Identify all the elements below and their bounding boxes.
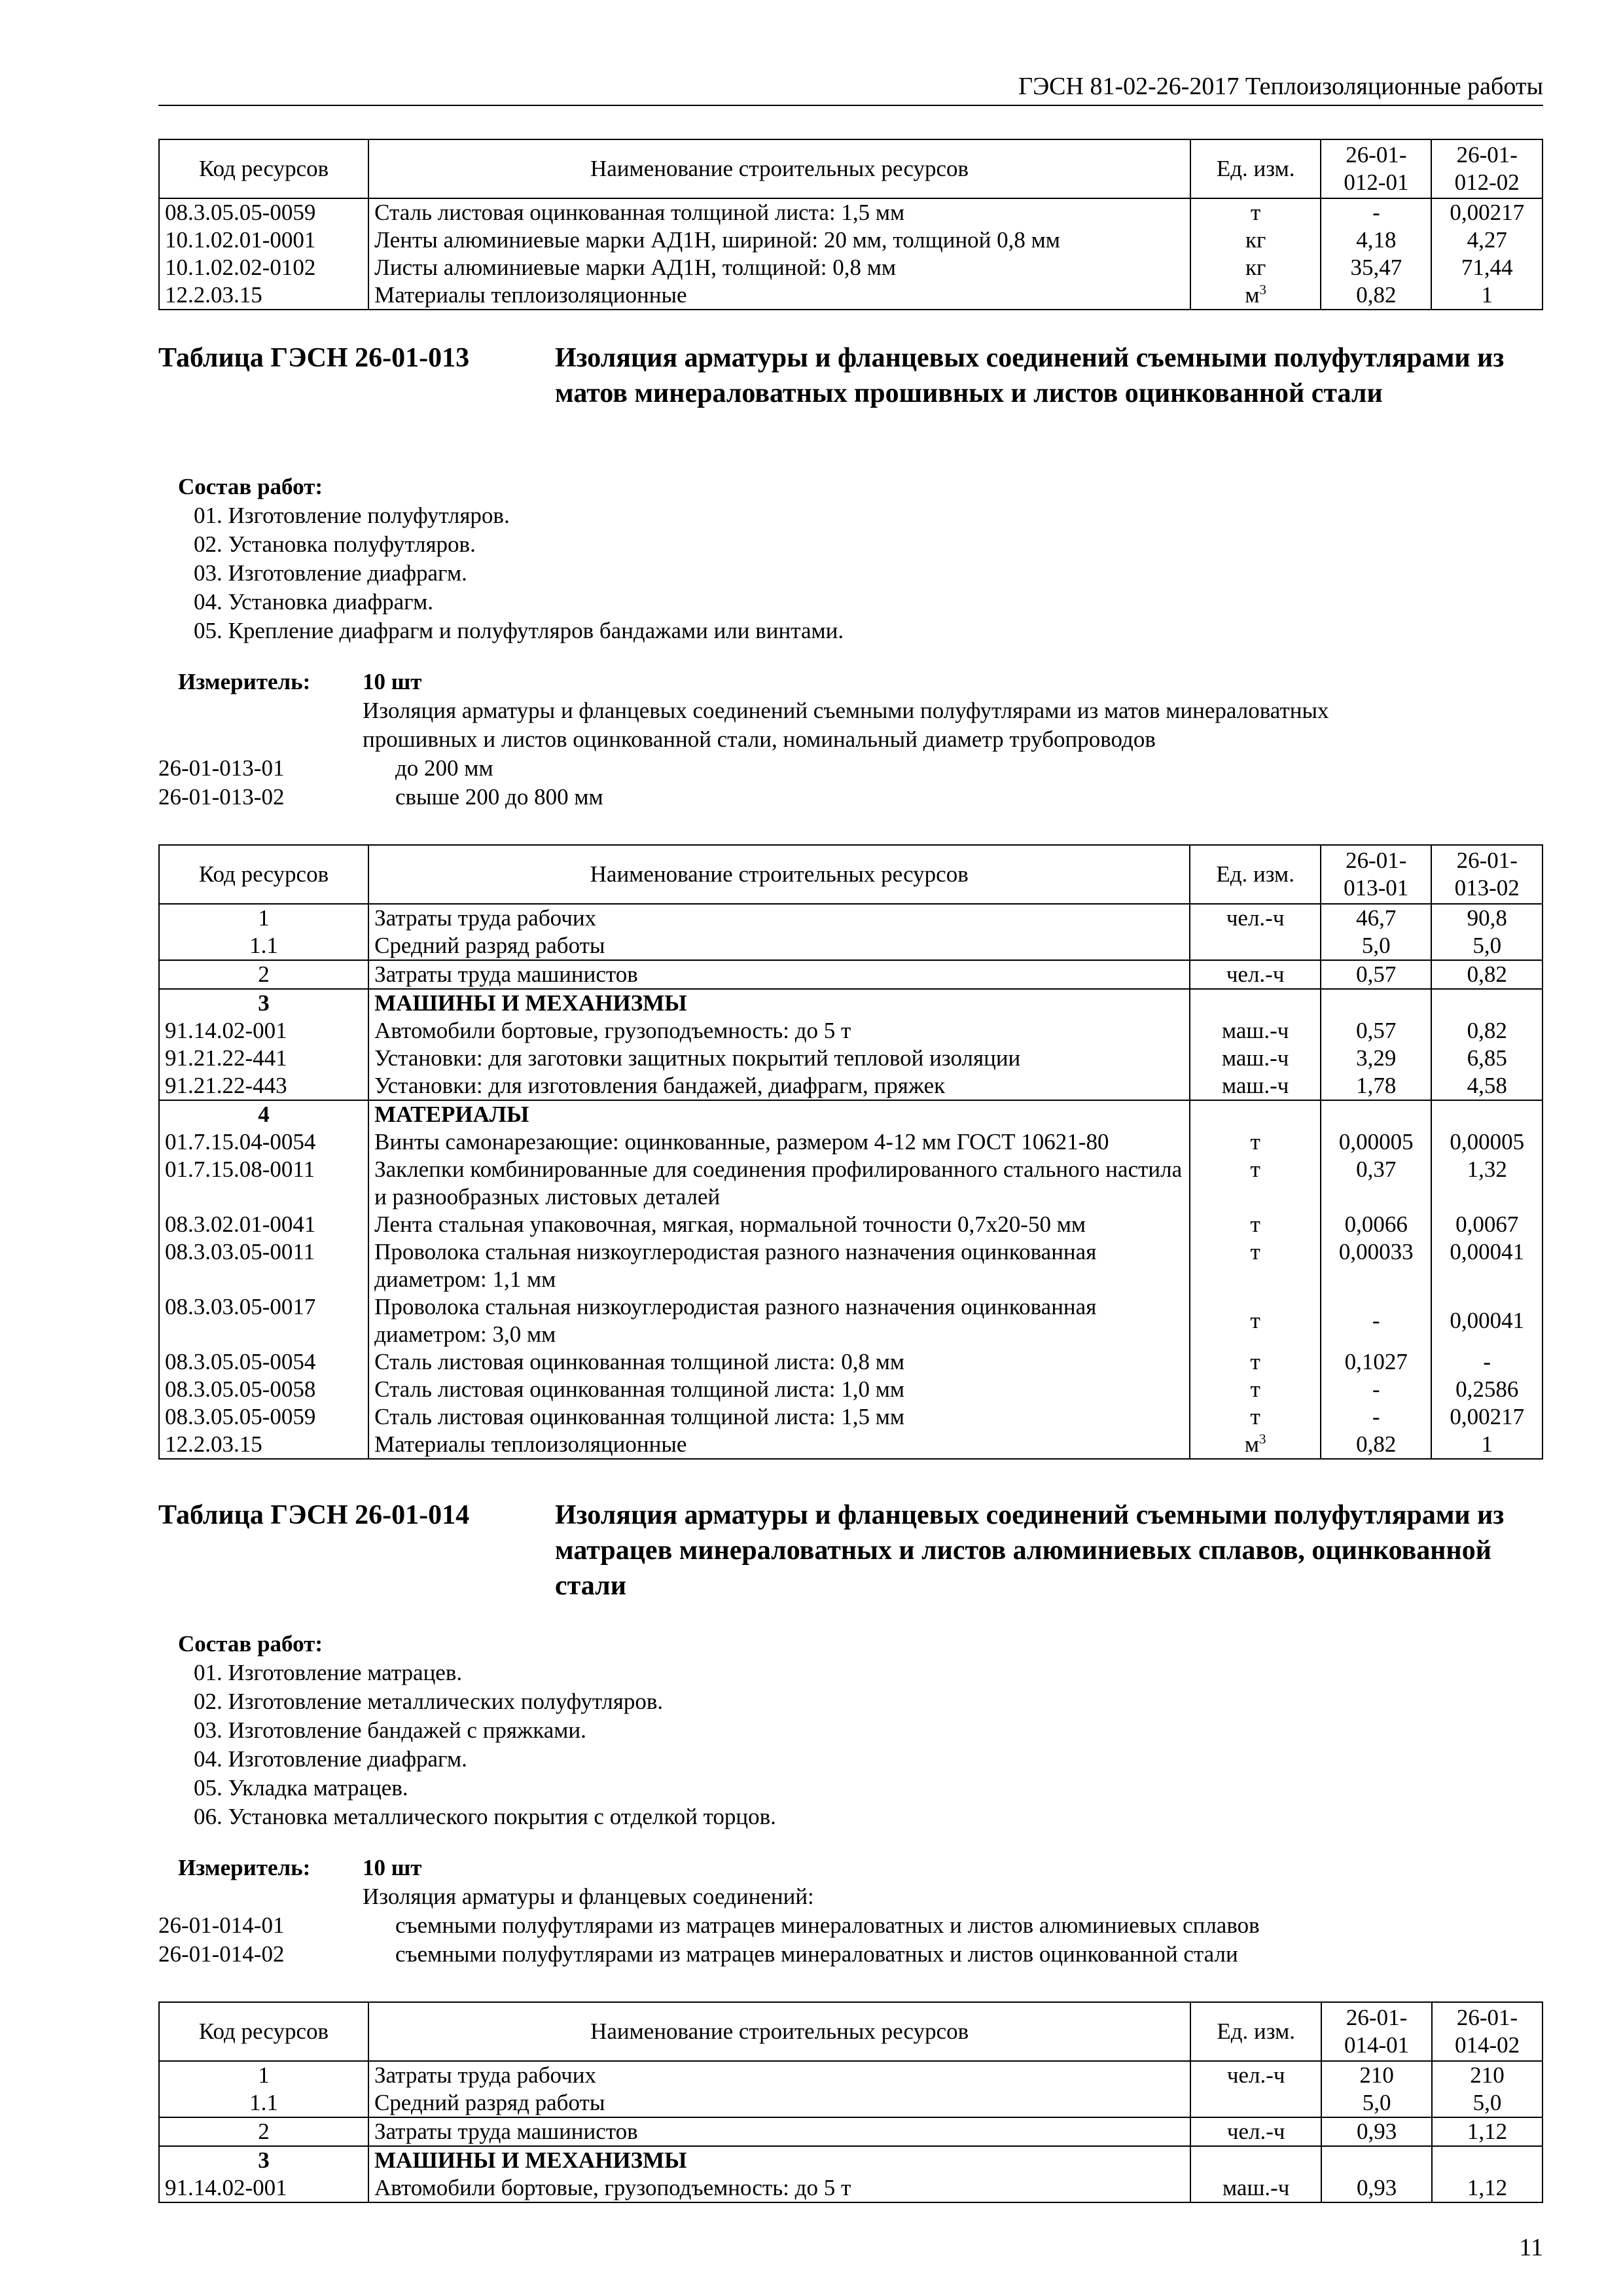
table-row (159, 1156, 1543, 1211)
cell-unit (1190, 2146, 1321, 2174)
cell-value-1: - (1321, 1293, 1431, 1348)
col-header-name: Наименование строительных ресурсов (368, 139, 1190, 198)
running-header: ГЭСН 81-02-26-2017 Теплоизоляционные работы (158, 72, 1543, 106)
cell-value-2: 1,32 (1431, 1156, 1543, 1211)
norm-description: до 200 мм (395, 755, 493, 781)
cell-unit (1190, 932, 1321, 960)
cell-value-1: 35,47 (1321, 254, 1431, 281)
col-header-unit: Ед. изм. (1190, 845, 1321, 904)
cell-code: 10.1.02.02-0102 (159, 254, 368, 281)
table-header-row (159, 2002, 1543, 2061)
cell-value-1: 210 (1321, 2061, 1432, 2089)
table-row (159, 1376, 1543, 1403)
table-row (159, 254, 1543, 281)
work-item: 04. Установка диафрагм. (194, 589, 433, 615)
cell-value-2: 0,82 (1431, 960, 1543, 989)
measure-block-014 (158, 1854, 1543, 1969)
cell-value-2: 210 (1432, 2061, 1543, 2089)
measure-unit: 10 шт (363, 1855, 422, 1880)
cell-value-1: - (1321, 1376, 1431, 1403)
cell-name: Затраты труда рабочих (368, 904, 1190, 932)
table-row (159, 932, 1543, 960)
table-row (159, 198, 1543, 226)
unit-superscript: 3 (1259, 281, 1266, 298)
col-header-code: Код ресурсов (159, 139, 368, 198)
col-header-norm-2: 26-01-014-02 (1432, 2002, 1543, 2061)
col-header-norm-2: 26-01-012-02 (1431, 139, 1543, 198)
cell-name: Материалы теплоизоляционные (368, 1431, 1190, 1459)
cell-code: 08.3.03.05-0011 (159, 1238, 368, 1293)
cell-value-1: 0,93 (1321, 2174, 1432, 2202)
norm-description: съемными полуфутлярами из матрацев минераловатных и листов оцинкованной стали (395, 1941, 1238, 1967)
cell-name: МАШИНЫ И МЕХАНИЗМЫ (368, 2146, 1190, 2174)
cell-value-2: 6,85 (1431, 1045, 1543, 1072)
table-row (159, 226, 1543, 254)
cell-value-1: 0,0066 (1321, 1211, 1431, 1238)
cell-value-2: 0,00217 (1431, 1403, 1543, 1431)
cell-unit: чел.-ч (1190, 2117, 1321, 2146)
table-row (159, 1072, 1543, 1100)
table-row (159, 1238, 1543, 1293)
cell-value-1: 4,18 (1321, 226, 1431, 254)
unit-superscript: 3 (1258, 1431, 1266, 1447)
cell-name: Проволока стальная низкоуглеродистая разного назначения оцинкованная диаметром: 3,0 мм (368, 1293, 1190, 1348)
cell-name: Лента стальная упаковочная, мягкая, нормальной точности 0,7х20-50 мм (368, 1211, 1190, 1238)
cell-value-1: 0,57 (1321, 960, 1431, 989)
table-row (159, 2089, 1543, 2117)
cell-value-2: 4,27 (1431, 226, 1543, 254)
cell-value-1: - (1321, 198, 1431, 226)
norm-code: 26-01-014-02 (158, 1941, 285, 1967)
cell-name: Листы алюминиевые марки АД1Н, толщиной: 0,8 мм (368, 254, 1190, 281)
cell-value-1: 0,57 (1321, 1017, 1431, 1045)
cell-code: 01.7.15.08-0011 (159, 1156, 368, 1211)
table-row (159, 1045, 1543, 1072)
cell-code: 1 (159, 904, 368, 932)
work-item: 02. Установка полуфутляров. (194, 531, 476, 557)
cell-unit: чел.-ч (1190, 960, 1321, 989)
cell-value-2: 0,82 (1431, 1017, 1543, 1045)
col-header-code: Код ресурсов (159, 845, 368, 904)
measure-unit: 10 шт (363, 669, 422, 694)
cell-value-1: 46,7 (1321, 904, 1431, 932)
cell-value-2: 1 (1431, 1431, 1543, 1459)
col-header-norm-1: 26-01-013-01 (1321, 845, 1431, 904)
table-row (159, 1348, 1543, 1376)
cell-value-2: 0,00041 (1431, 1293, 1543, 1348)
cell-code: 2 (159, 960, 368, 989)
cell-code: 08.3.03.05-0017 (159, 1293, 368, 1348)
table-row (159, 1293, 1543, 1348)
cell-name: Автомобили бортовые, грузоподъемность: до 5 т (368, 1017, 1190, 1045)
cell-code: 91.21.22-443 (159, 1072, 368, 1100)
cell-name: Материалы теплоизоляционные (368, 281, 1190, 310)
col-header-norm-2: 26-01-013-02 (1431, 845, 1543, 904)
work-item: 06. Установка металлического покрытия с отделкой торцов. (194, 1804, 776, 1829)
cell-unit: т (1190, 1211, 1321, 1238)
cell-name: Установки: для изготовления бандажей, диафрагм, пряжек (368, 1072, 1190, 1100)
cell-unit (1190, 1100, 1321, 1128)
cell-code: 08.3.02.01-0041 (159, 1211, 368, 1238)
cell-value-2 (1431, 1100, 1543, 1128)
norm-description: свыше 200 до 800 мм (395, 784, 603, 810)
cell-name: Проволока стальная низкоуглеродистая разного назначения оцинкованная диаметром: 1,1 мм (368, 1238, 1190, 1293)
table-label-013: Таблица ГЭСН 26-01-013 (158, 343, 470, 373)
work-label: Состав работ: (178, 1631, 323, 1657)
cell-value-1: 3,29 (1321, 1045, 1431, 1072)
cell-code: 1 (159, 2061, 368, 2089)
cell-value-1: 0,93 (1321, 2117, 1432, 2146)
norm-code: 26-01-014-01 (158, 1912, 285, 1938)
table-row (159, 1017, 1543, 1045)
cell-unit: т (1190, 1156, 1321, 1211)
table-label-014: Таблица ГЭСН 26-01-014 (158, 1500, 470, 1530)
cell-value-1: 5,0 (1321, 2089, 1432, 2117)
cell-code: 08.3.05.05-0059 (159, 1403, 368, 1431)
work-item: 05. Крепление диафрагм и полуфутляров бандажами или винтами. (194, 618, 844, 643)
cell-value-1: 0,82 (1321, 281, 1431, 310)
work-label: Состав работ: (178, 474, 323, 499)
norm-code: 26-01-013-01 (158, 755, 285, 781)
work-item: 03. Изготовление диафрагм. (194, 560, 467, 586)
table-title-013: Изоляция арматуры и фланцевых соединений съемными полуфутлярами из матов минераловатных прошивных и листов оцинкованной стали (555, 343, 1505, 408)
section-row (159, 1100, 1543, 1128)
cell-code: 08.3.05.05-0059 (159, 198, 368, 226)
cell-unit: кг (1190, 254, 1321, 281)
resource-table-012 (158, 139, 1543, 310)
cell-value-2: 1,12 (1432, 2174, 1543, 2202)
work-item: 03. Изготовление бандажей с пряжками. (194, 1717, 586, 1743)
col-header-name: Наименование строительных ресурсов (368, 845, 1190, 904)
cell-name: Винты самонарезающие: оцинкованные, размером 4-12 мм ГОСТ 10621-80 (368, 1128, 1190, 1156)
cell-name: Автомобили бортовые, грузоподъемность: до 5 т (368, 2174, 1190, 2202)
cell-value-1: 1,78 (1321, 1072, 1431, 1100)
cell-code: 3 (159, 989, 368, 1017)
table-row (159, 904, 1543, 932)
table-row (159, 1211, 1543, 1238)
table-title-014: Изоляция арматуры и фланцевых соединений съемными полуфутлярами из матрацев минераловатных и листов алюминиевых сплавов, оцинкованной стали (555, 1500, 1505, 1601)
cell-code: 91.14.02-001 (159, 1017, 368, 1045)
cell-value-2: 90,8 (1431, 904, 1543, 932)
unit-text: м (1245, 282, 1260, 308)
section-row (159, 989, 1543, 1017)
cell-value-2: 0,00217 (1431, 198, 1543, 226)
cell-unit (1190, 2089, 1321, 2117)
resource-table-013 (158, 844, 1543, 1460)
cell-name: Сталь листовая оцинкованная толщиной листа: 1,0 мм (368, 1376, 1190, 1403)
cell-code: 1.1 (159, 932, 368, 960)
table-row (159, 2174, 1543, 2202)
cell-code: 91.14.02-001 (159, 2174, 368, 2202)
work-composition-013 (178, 473, 844, 645)
cell-code: 3 (159, 2146, 368, 2174)
measure-description: прошивных и листов оцинкованной стали, номинальный диаметр трубопроводов (363, 726, 1156, 752)
cell-unit (1190, 281, 1321, 310)
table-row (159, 2061, 1543, 2089)
work-item: 04. Изготовление диафрагм. (194, 1746, 467, 1772)
col-header-code: Код ресурсов (159, 2002, 368, 2061)
cell-value-2 (1431, 989, 1543, 1017)
cell-name: Средний разряд работы (368, 2089, 1190, 2117)
cell-code: 4 (159, 1100, 368, 1128)
cell-value-1 (1321, 1100, 1431, 1128)
cell-value-1 (1321, 989, 1431, 1017)
cell-unit: чел.-ч (1190, 904, 1321, 932)
cell-code: 08.3.05.05-0054 (159, 1348, 368, 1376)
cell-unit: т (1190, 1403, 1321, 1431)
cell-code: 2 (159, 2117, 368, 2146)
cell-unit: маш.-ч (1190, 1045, 1321, 1072)
work-item: 05. Укладка матрацев. (194, 1775, 408, 1801)
cell-name: МАТЕРИАЛЫ (368, 1100, 1190, 1128)
work-item: 01. Изготовление матрацев. (194, 1660, 463, 1685)
cell-value-2: 0,0067 (1431, 1211, 1543, 1238)
cell-code: 10.1.02.01-0001 (159, 226, 368, 254)
cell-value-2: 4,58 (1431, 1072, 1543, 1100)
cell-value-1: 0,1027 (1321, 1348, 1431, 1376)
section-row (159, 2146, 1543, 2174)
table-row (159, 1128, 1543, 1156)
cell-name: Затраты труда машинистов (368, 2117, 1190, 2146)
table-row (159, 1431, 1543, 1459)
cell-code: 1.1 (159, 2089, 368, 2117)
cell-name: Ленты алюминиевые марки АД1Н, шириной: 20 мм, толщиной 0,8 мм (368, 226, 1190, 254)
unit-text: м (1244, 1431, 1259, 1457)
col-header-norm-1: 26-01-014-01 (1321, 2002, 1432, 2061)
cell-value-2: 1 (1431, 281, 1543, 310)
work-item: 01. Изготовление полуфутляров. (194, 503, 510, 528)
cell-value-2: 0,00005 (1431, 1128, 1543, 1156)
cell-code: 91.21.22-441 (159, 1045, 368, 1072)
cell-value-1: 0,00033 (1321, 1238, 1431, 1293)
cell-code: 12.2.03.15 (159, 1431, 368, 1459)
measure-label: Измеритель: (178, 669, 311, 694)
cell-code: 08.3.05.05-0058 (159, 1376, 368, 1403)
cell-name: Сталь листовая оцинкованная толщиной листа: 1,5 мм (368, 1403, 1190, 1431)
work-item: 02. Изготовление металлических полуфутляров. (194, 1689, 664, 1714)
cell-value-1: 0,82 (1321, 1431, 1431, 1459)
cell-value-2: 0,00041 (1431, 1238, 1543, 1293)
col-header-unit: Ед. изм. (1190, 2002, 1321, 2061)
cell-value-2: - (1431, 1348, 1543, 1376)
table-row (159, 960, 1543, 989)
cell-unit (1190, 1431, 1321, 1459)
table-row (159, 281, 1543, 310)
cell-value-2: 5,0 (1431, 932, 1543, 960)
table-header-row (159, 139, 1543, 198)
work-composition-014 (178, 1630, 776, 1831)
cell-value-2: 71,44 (1431, 254, 1543, 281)
cell-value-2: 0,2586 (1431, 1376, 1543, 1403)
cell-name: Сталь листовая оцинкованная толщиной листа: 0,8 мм (368, 1348, 1190, 1376)
norm-code: 26-01-013-02 (158, 784, 285, 810)
col-header-norm-1: 26-01-012-01 (1321, 139, 1431, 198)
cell-unit: маш.-ч (1190, 1072, 1321, 1100)
cell-code: 12.2.03.15 (159, 281, 368, 310)
cell-unit: маш.-ч (1190, 2174, 1321, 2202)
cell-value-2 (1432, 2146, 1543, 2174)
cell-value-1: 0,00005 (1321, 1128, 1431, 1156)
cell-unit: т (1190, 1348, 1321, 1376)
cell-unit: т (1190, 1128, 1321, 1156)
cell-value-1: 0,37 (1321, 1156, 1431, 1211)
cell-unit: кг (1190, 226, 1321, 254)
table-header-row (159, 845, 1543, 904)
cell-name: Сталь листовая оцинкованная толщиной листа: 1,5 мм (368, 198, 1190, 226)
cell-unit (1190, 989, 1321, 1017)
cell-value-1: 5,0 (1321, 932, 1431, 960)
cell-value-2: 5,0 (1432, 2089, 1543, 2117)
cell-unit: т (1190, 198, 1321, 226)
cell-value-2: 1,12 (1432, 2117, 1543, 2146)
col-header-unit: Ед. изм. (1190, 139, 1321, 198)
cell-name: МАШИНЫ И МЕХАНИЗМЫ (368, 989, 1190, 1017)
cell-unit: т (1190, 1376, 1321, 1403)
cell-unit: т (1190, 1238, 1321, 1293)
table-row (159, 2117, 1543, 2146)
cell-name: Затраты труда машинистов (368, 960, 1190, 989)
measure-block-013 (158, 668, 1543, 812)
measure-description: Изоляция арматуры и фланцевых соединений: (363, 1884, 814, 1909)
table-row (159, 1403, 1543, 1431)
resource-table-014 (158, 2001, 1543, 2203)
measure-description: Изоляция арматуры и фланцевых соединений съемными полуфутлярами из матов минераловатных (363, 698, 1329, 723)
cell-unit: чел.-ч (1190, 2061, 1321, 2089)
norm-description: съемными полуфутлярами из матрацев минераловатных и листов алюминиевых сплавов (395, 1912, 1260, 1938)
col-header-name: Наименование строительных ресурсов (368, 2002, 1190, 2061)
cell-value-1: - (1321, 1403, 1431, 1431)
cell-name: Средний разряд работы (368, 932, 1190, 960)
cell-name: Заклепки комбинированные для соединения профилированного стального настила и разнообразных листовых деталей (368, 1156, 1190, 1211)
measure-label: Измеритель: (178, 1855, 311, 1880)
cell-name: Установки: для заготовки защитных покрытий тепловой изоляции (368, 1045, 1190, 1072)
page-number: 11 (1519, 2234, 1543, 2261)
cell-name: Затраты труда рабочих (368, 2061, 1190, 2089)
cell-code: 01.7.15.04-0054 (159, 1128, 368, 1156)
cell-value-1 (1321, 2146, 1432, 2174)
cell-unit: маш.-ч (1190, 1017, 1321, 1045)
cell-unit: т (1190, 1293, 1321, 1348)
